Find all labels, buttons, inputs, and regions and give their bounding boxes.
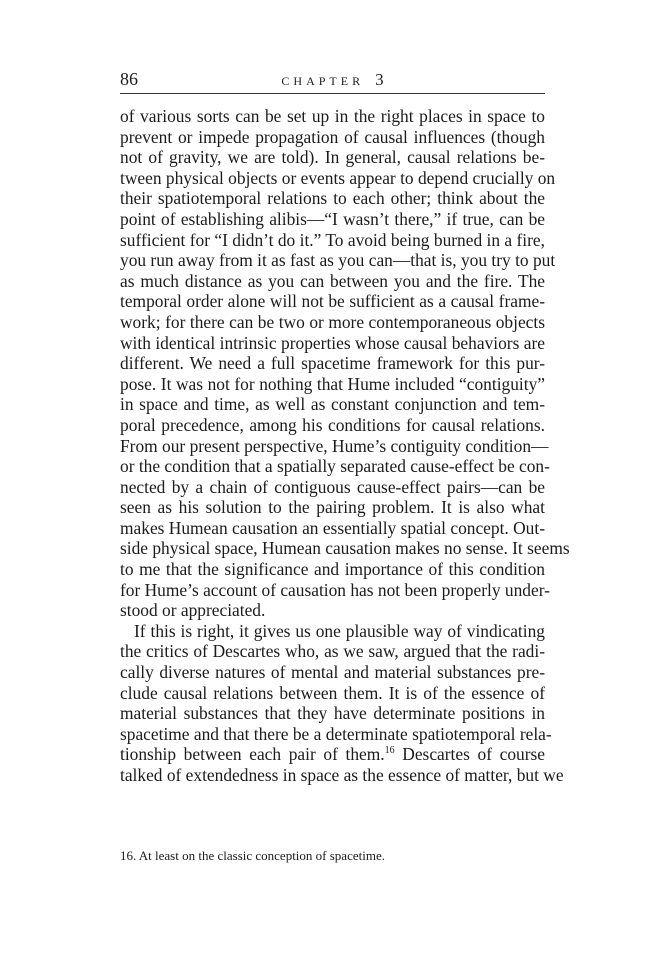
footnote-reference[interactable]: 16	[384, 745, 395, 757]
text-line: prevent or impede propagation of causal influences (though	[120, 126, 545, 147]
text-line: From our present perspective, Hume’s contiguity condition—	[120, 435, 549, 456]
text-line: as much distance as you can between you and the fire. The	[120, 270, 545, 291]
text-line: with identical intrinsic properties whose causal behaviors are	[120, 332, 545, 353]
text-line: of various sorts can be set up in the right places in space to	[120, 106, 545, 126]
text-line: side physical space, Humean causation makes no sense. It seems	[120, 538, 570, 559]
text-line: different. We need a full spacetime framework for this pur-	[120, 353, 545, 374]
text-line: you run away from it as fast as you can—that is, you try to put	[120, 250, 556, 271]
text-line: nected by a chain of contiguous cause-effect pairs—can be	[120, 476, 545, 497]
text-line: for Hume’s account of causation has not been properly under-	[120, 579, 550, 600]
paragraph-1	[120, 106, 570, 621]
text-segment: Descartes of course	[394, 744, 545, 765]
text-line: makes Humean causation an essentially spatial concept. Out-	[120, 517, 545, 538]
text-line: to me that the significance and importance of this condition	[120, 559, 545, 580]
text-line: spacetime and that there be a determinate spatiotemporal rela-	[120, 723, 552, 744]
paragraph-2	[120, 620, 564, 786]
text-line: stood or appreciated.	[120, 600, 266, 621]
text-line-with-footnote	[120, 744, 545, 765]
text-line: poral precedence, among his conditions for causal relations.	[120, 414, 545, 435]
text-line: clude causal relations between them. It is of the essence of	[120, 682, 545, 703]
text-line: point of establishing alibis—“I wasn’t there,” if true, can be	[120, 208, 545, 229]
chapter-label	[120, 70, 545, 91]
text-line: material substances that they have determinate positions in	[120, 703, 545, 724]
chapter-word: CHAPTER	[281, 74, 365, 88]
footnote: 16. At least on the classic conception of spacetime.	[120, 848, 385, 863]
text-line: sufficient for “I didn’t do it.” To avoid being burned in a fire,	[120, 229, 545, 250]
body-text	[120, 106, 570, 786]
text-line: work; for there can be two or more contemporaneous objects	[120, 311, 545, 332]
running-head	[120, 68, 545, 92]
text-line: the critics of Descartes who, as we saw, argued that the radi-	[120, 641, 545, 662]
text-line: tween physical objects or events appear to depend crucially on	[120, 167, 556, 188]
text-line: seen as his solution to the pairing problem. It is also what	[120, 497, 545, 518]
text-line: their spatiotemporal relations to each other; think about the	[120, 188, 545, 209]
header-rule	[120, 93, 545, 94]
text-line: not of gravity, we are told). In general, causal relations be-	[120, 147, 545, 168]
chapter-number: 3	[375, 70, 384, 89]
text-line: cally diverse natures of mental and material substances pre-	[120, 662, 545, 683]
text-line: If this is right, it gives us one plausible way of vindicating	[134, 620, 545, 641]
text-line: talked of extendedness in space as the essence of matter, but we	[120, 765, 564, 785]
text-line: pose. It was not for nothing that Hume included “contiguity”	[120, 373, 545, 394]
text-segment: tionship between each pair of them.	[120, 744, 385, 765]
text-line: temporal order alone will not be sufficient as a causal frame-	[120, 291, 545, 312]
page-number: 86	[120, 69, 138, 89]
text-line: or the condition that a spatially separated cause-effect be con-	[120, 456, 550, 477]
text-line: in space and time, as well as constant conjunction and tem-	[120, 394, 545, 415]
